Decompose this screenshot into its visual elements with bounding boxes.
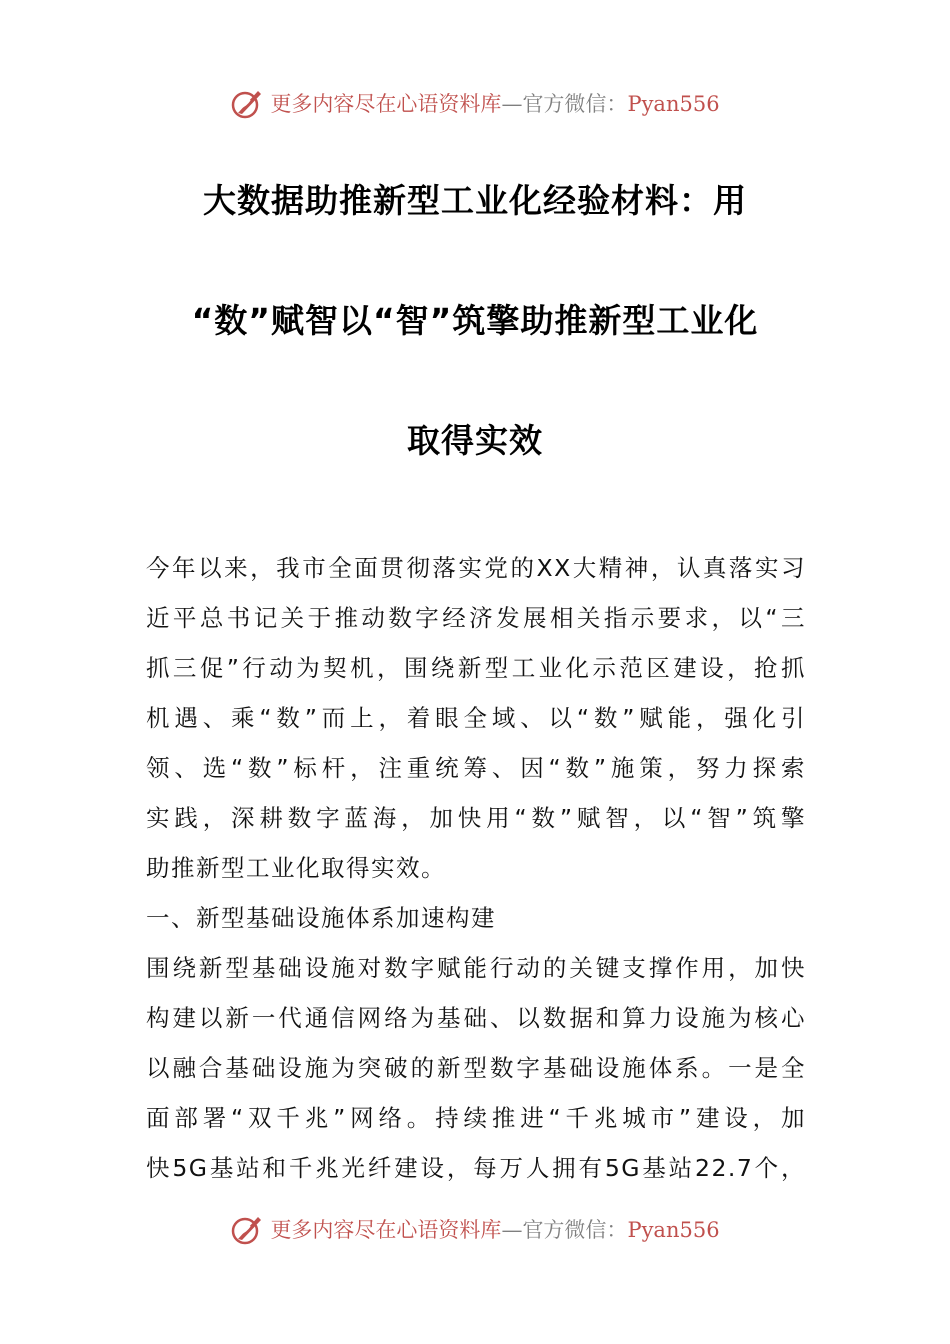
section-heading: 一、新型基础设施体系加速构建	[146, 904, 496, 932]
body-line: 抓三促”行动为契机，围绕新型工业化示范区建设，抢抓	[146, 654, 806, 682]
document-title-line-2: “数”赋智以“智”筑擎助推新型工业化	[191, 301, 759, 340]
watermark-header	[0, 78, 950, 128]
watermark-text	[270, 88, 719, 118]
watermark-site: 更多内容尽在心语资料库	[270, 1218, 502, 1242]
watermark-site: 更多内容尽在心语资料库	[270, 92, 502, 116]
watermark-wechat-id: Pyan556	[627, 92, 720, 116]
body-line: 今年以来，我市全面贯彻落实党的XX大精神，认真落实习	[146, 554, 806, 582]
watermark-dash: —	[501, 92, 523, 116]
body-line: 快5G基站和千兆光纤建设，每万人拥有5G基站22.7个，	[146, 1154, 806, 1182]
body-line: 围绕新型基础设施对数字赋能行动的关键支撑作用，加快	[146, 954, 806, 982]
watermark-footer	[0, 1204, 950, 1254]
document-title-line-3: 取得实效	[407, 421, 543, 460]
quill-pen-logo-icon	[230, 1212, 264, 1246]
body-line: 实践，深耕数字蓝海，加快用“数”赋智，以“智”筑擎	[146, 804, 806, 832]
body-line: 构建以新一代通信网络为基础、以数据和算力设施为核心	[146, 1004, 806, 1032]
watermark-wechat-label: 官方微信：	[522, 1218, 628, 1242]
document-body	[146, 543, 806, 1193]
body-line: 近平总书记关于推动数字经济发展相关指示要求，以“三	[146, 604, 806, 632]
body-line: 以融合基础设施为突破的新型数字基础设施体系。一是全	[146, 1054, 806, 1082]
body-line: 助推新型工业化取得实效。	[146, 854, 446, 882]
watermark-wechat-id: Pyan556	[627, 1218, 720, 1242]
body-line: 面部署“双千兆”网络。持续推进“千兆城市”建设，加	[146, 1104, 806, 1132]
document-title-line-1: 大数据助推新型工业化经验材料：用	[203, 181, 747, 220]
watermark-dash: —	[501, 1218, 523, 1242]
watermark-text	[270, 1214, 719, 1244]
body-line: 领、选“数”标杆，注重统筹、因“数”施策，努力探索	[146, 754, 806, 782]
watermark-wechat-label: 官方微信：	[522, 92, 628, 116]
body-line: 机遇、乘“数”而上，着眼全域、以“数”赋能，强化引	[146, 704, 806, 732]
quill-pen-logo-icon	[230, 86, 264, 120]
